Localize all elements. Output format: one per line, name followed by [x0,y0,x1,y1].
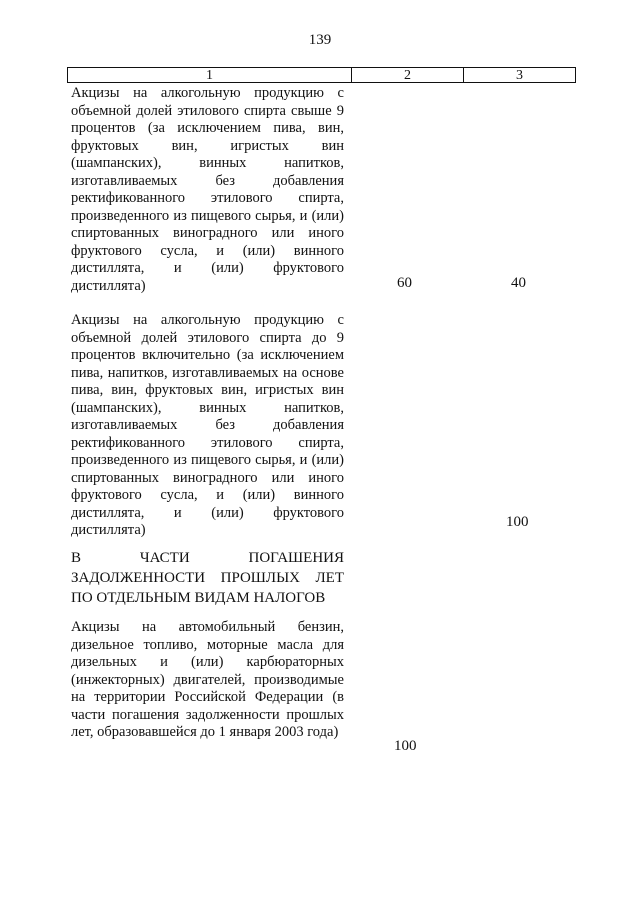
page-number: 139 [308,32,332,48]
row-2-col-3-value: 100 [506,514,529,530]
header-col-3: 3 [516,68,523,83]
row-1-description: Акцизы на алкогольную продукцию с объемной долей этилового спирта свыше 9 процентов (за исключением пива, вин, фруктовых вин, игристых вин (шампанских), винных напитков, изготавливаемых без добавления ректификованного этилового спирта, произведенного из пищевого сырья, и (или) спиртованных виноградного или иного фруктового сусла, и (или) винного дистиллята, и (или) фруктового дистиллята) [71,85,344,294]
row-4-description: Акцизы на автомобильный бензин, дизельное топливо, моторные масла для дизельных и (или) карбюраторных (инжекторных) двигателей, производимые на территории Российской Федерации (в части погашения задолженности прошлых лет, образовавшейся до 1 января 2003 года) [71,619,344,740]
row-4-col-2-value: 100 [394,738,417,754]
section-heading: В ЧАСТИ ПОГАШЕНИЯ ЗАДОЛЖЕННОСТИ ПРОШЛЫХ ЛЕТ ПО ОТДЕЛЬНЫМ ВИДАМ НАЛОГОВ [71,550,344,606]
table-header [67,67,576,83]
header-col-2: 2 [352,68,464,82]
row-1-col-2-value: 60 [397,275,412,291]
row-2-description: Акцизы на алкогольную продукцию с объемной долей этилового спирта до 9 процентов включительно (за исключением пива, напитков, изготавливаемых на основе пива, вин, фруктовых вин, игристых вин (шампанских), винных напитков, изготавливаемых без добавления ректификованного этилового спирта, произведенного из пищевого сырья, и (или) спиртованных виноградного или иного фруктового сусла, и (или) винного дистиллята, и (или) фруктового дистиллята) [71,312,344,538]
header-col-1: 1 [68,68,352,82]
row-1-col-3-value: 40 [511,275,526,291]
